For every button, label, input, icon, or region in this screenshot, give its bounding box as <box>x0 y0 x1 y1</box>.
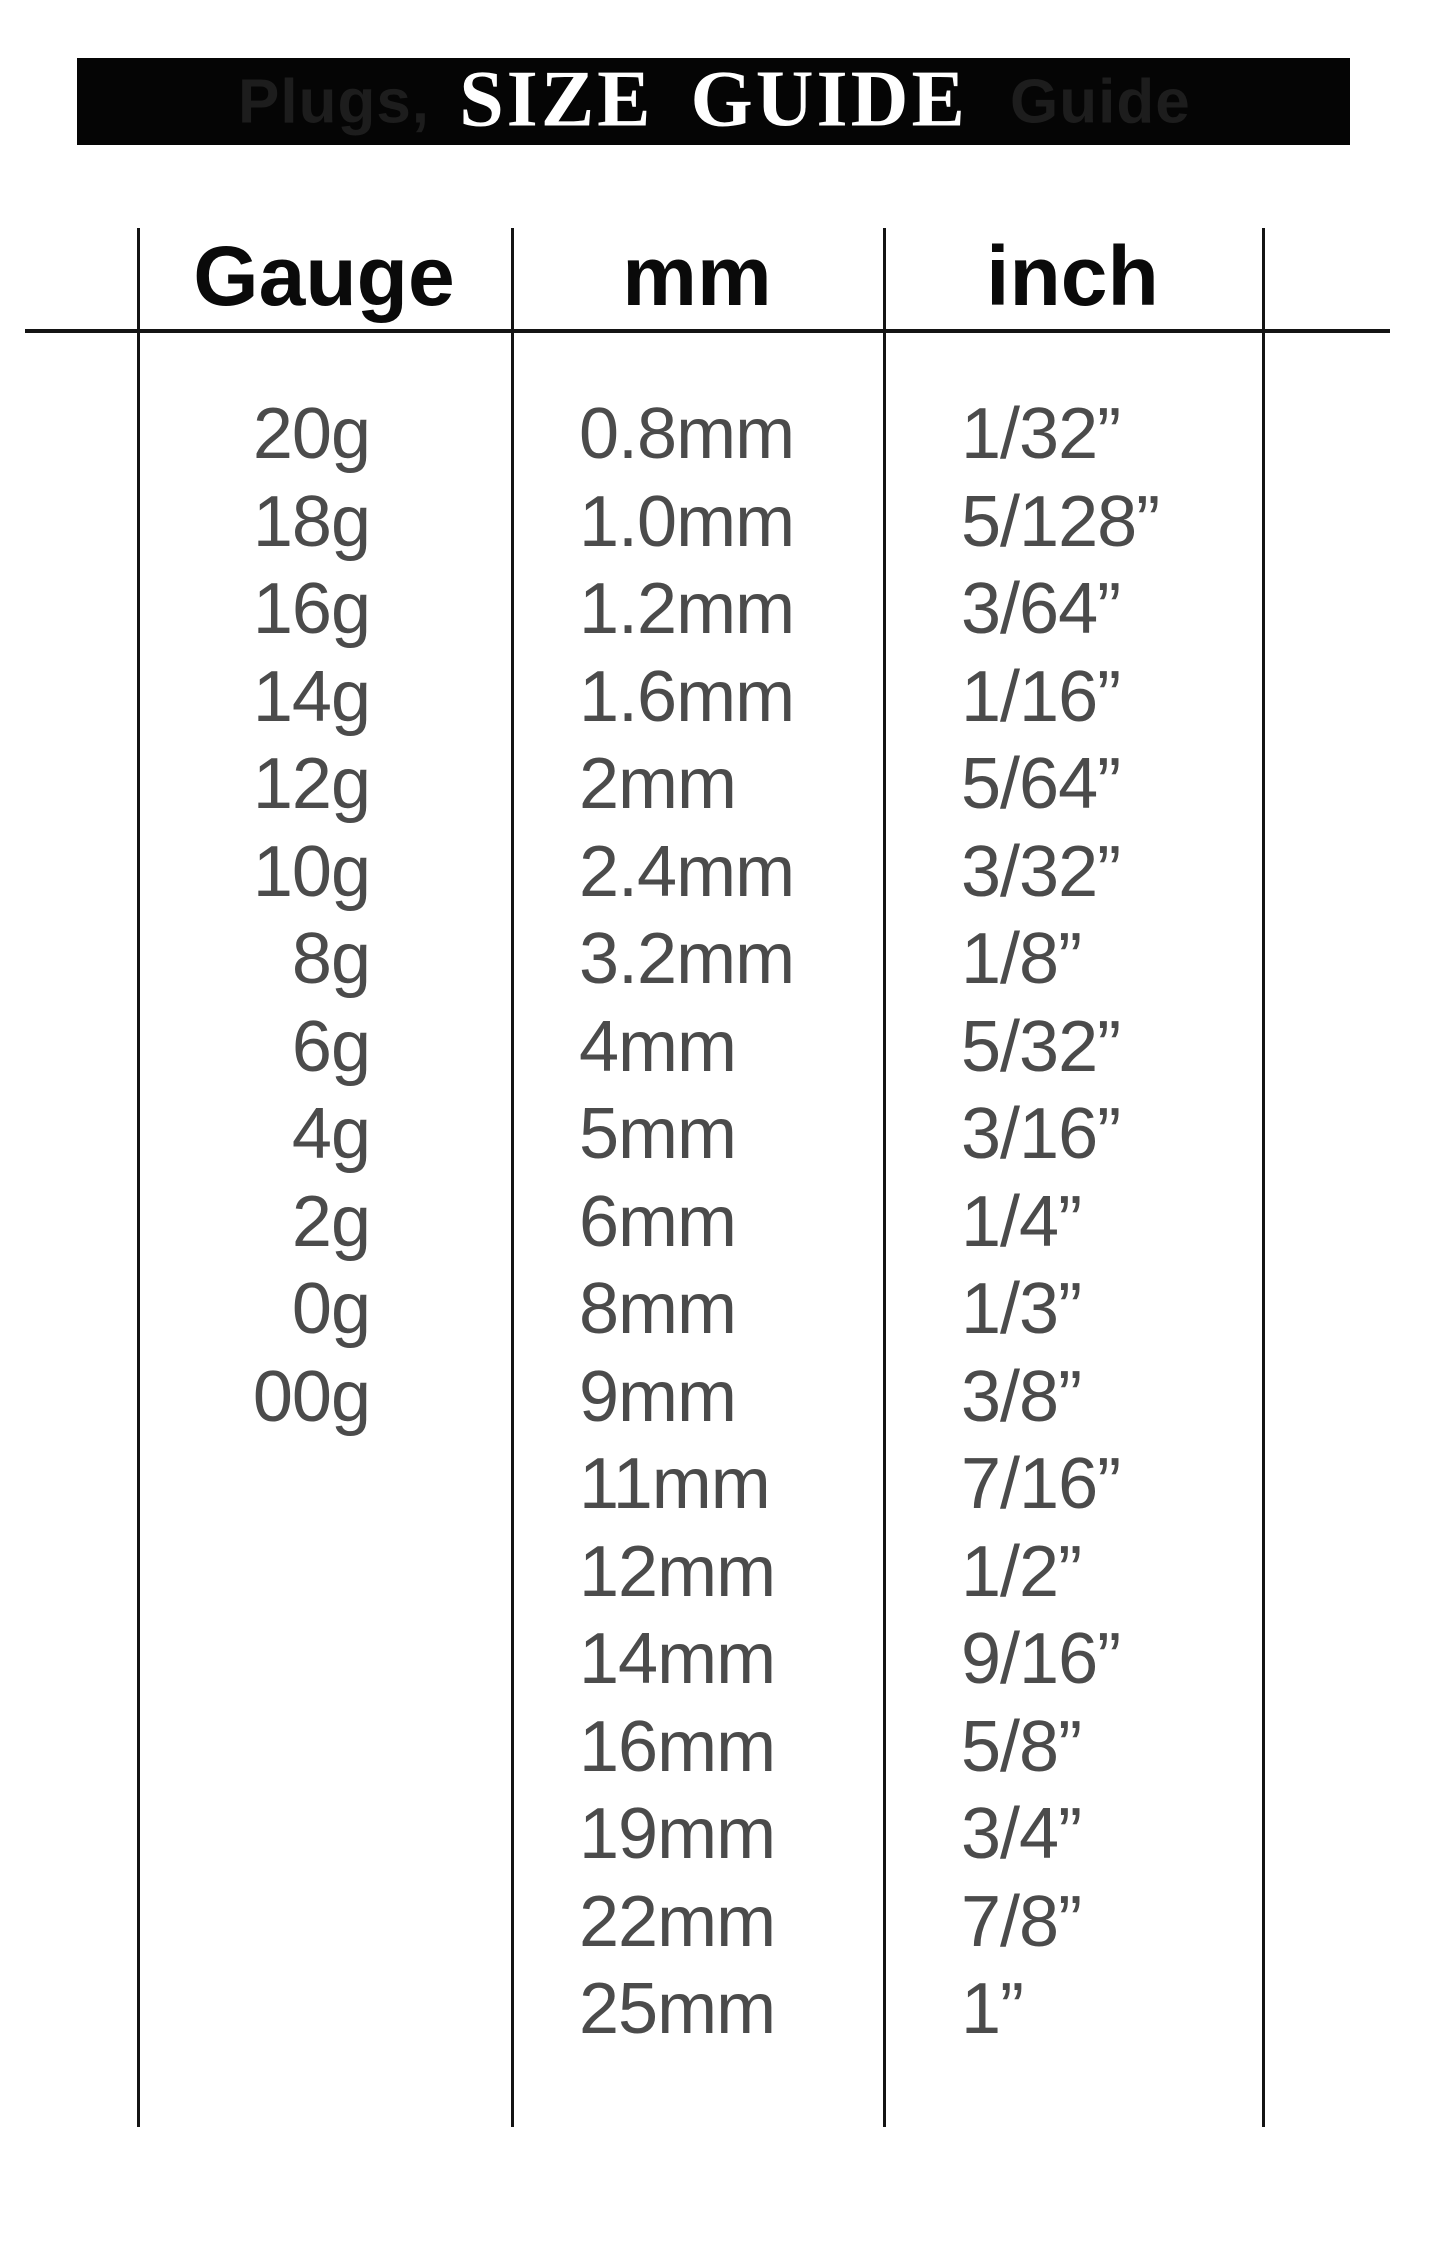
cell-gauge: 18g <box>252 481 370 562</box>
header-cell-inch: inch <box>986 228 1159 323</box>
cell-inch: 3/32” <box>961 831 1121 912</box>
header-cell-mm: mm <box>622 228 772 323</box>
cell-inch: 1/4” <box>961 1181 1082 1262</box>
table-row <box>137 916 1265 1004</box>
table-header-row <box>137 224 1265 328</box>
cell-mm: 16mm <box>579 1706 776 1787</box>
cell-mm: 6mm <box>579 1181 736 1262</box>
banner-ghost-text-right: Guide <box>1010 67 1191 136</box>
cell-mm: 14mm <box>579 1619 776 1699</box>
cell-mm: 2.4mm <box>579 831 795 912</box>
cell-inch: 5/64” <box>961 744 1121 824</box>
table-row <box>137 1529 1265 1617</box>
table-row <box>137 1179 1265 1267</box>
cell-gauge <box>137 1704 511 1792</box>
cell-inch: 3/8” <box>961 1356 1082 1437</box>
cell-gauge: 8g <box>291 919 370 999</box>
cell-gauge <box>137 1529 511 1617</box>
table-row <box>137 1704 1265 1792</box>
cell-mm: 5mm <box>579 1094 736 1174</box>
cell-inch: 9/16” <box>961 1619 1121 1699</box>
cell-mm: 0.8mm <box>579 394 795 474</box>
cell-inch: 1/32” <box>961 394 1121 474</box>
table-row <box>137 479 1265 567</box>
cell-gauge: 10g <box>252 831 370 912</box>
table-row <box>137 391 1265 479</box>
cell-inch: 3/4” <box>961 1794 1082 1874</box>
size-guide-banner <box>77 55 1350 145</box>
header-underline <box>25 329 1390 333</box>
cell-gauge <box>137 1441 511 1529</box>
cell-mm: 25mm <box>579 1969 776 2049</box>
cell-gauge: 4g <box>291 1094 370 1174</box>
cell-gauge <box>137 1791 511 1879</box>
table-row <box>137 741 1265 829</box>
cell-inch: 3/64” <box>961 569 1121 649</box>
cell-gauge: 6g <box>291 1006 370 1087</box>
cell-mm: 12mm <box>579 1531 776 1612</box>
table-row <box>137 1966 1265 2054</box>
table-row <box>137 829 1265 917</box>
cell-inch: 7/16” <box>961 1444 1121 1524</box>
cell-gauge <box>137 1616 511 1704</box>
cell-mm: 4mm <box>579 1006 736 1087</box>
cell-mm: 3.2mm <box>579 919 795 999</box>
banner-title: SIZE GUIDE <box>459 55 968 144</box>
cell-mm: 11mm <box>579 1444 770 1524</box>
cell-mm: 1.0mm <box>579 481 795 562</box>
cell-inch: 5/32” <box>961 1006 1121 1087</box>
cell-inch: 1/2” <box>961 1531 1082 1612</box>
table-row <box>137 1266 1265 1354</box>
cell-gauge: 00g <box>252 1356 370 1437</box>
cell-inch: 5/128” <box>961 481 1160 562</box>
table-row <box>137 1441 1265 1529</box>
table-row <box>137 1791 1265 1879</box>
table-row <box>137 566 1265 654</box>
cell-inch: 1/8” <box>961 919 1082 999</box>
table-row <box>137 1004 1265 1092</box>
table-row <box>137 1616 1265 1704</box>
cell-gauge: 2g <box>291 1181 370 1262</box>
cell-inch: 3/16” <box>961 1094 1121 1174</box>
cell-mm: 9mm <box>579 1356 736 1437</box>
table-body <box>137 391 1265 2054</box>
table-row <box>137 654 1265 742</box>
cell-inch: 7/8” <box>961 1881 1082 1962</box>
header-cell-gauge: Gauge <box>193 228 455 323</box>
cell-gauge: 0g <box>291 1269 370 1349</box>
cell-gauge <box>137 1879 511 1967</box>
cell-mm: 19mm <box>579 1794 776 1874</box>
cell-inch: 1/3” <box>961 1269 1082 1349</box>
cell-mm: 8mm <box>579 1269 736 1349</box>
cell-gauge: 14g <box>252 656 370 737</box>
cell-mm: 1.6mm <box>579 656 795 737</box>
cell-gauge: 12g <box>252 744 370 824</box>
cell-inch: 1/16” <box>961 656 1121 737</box>
cell-gauge <box>137 1966 511 2054</box>
table-row <box>137 1091 1265 1179</box>
cell-gauge: 20g <box>252 394 370 474</box>
cell-mm: 1.2mm <box>579 569 795 649</box>
table-row <box>137 1879 1265 1967</box>
cell-gauge: 16g <box>252 569 370 649</box>
banner-ghost-text-left: Plugs, <box>238 67 431 136</box>
cell-mm: 2mm <box>579 744 736 824</box>
cell-inch: 1” <box>961 1969 1024 2049</box>
cell-inch: 5/8” <box>961 1706 1082 1787</box>
table-row <box>137 1354 1265 1442</box>
cell-mm: 22mm <box>579 1881 776 1962</box>
